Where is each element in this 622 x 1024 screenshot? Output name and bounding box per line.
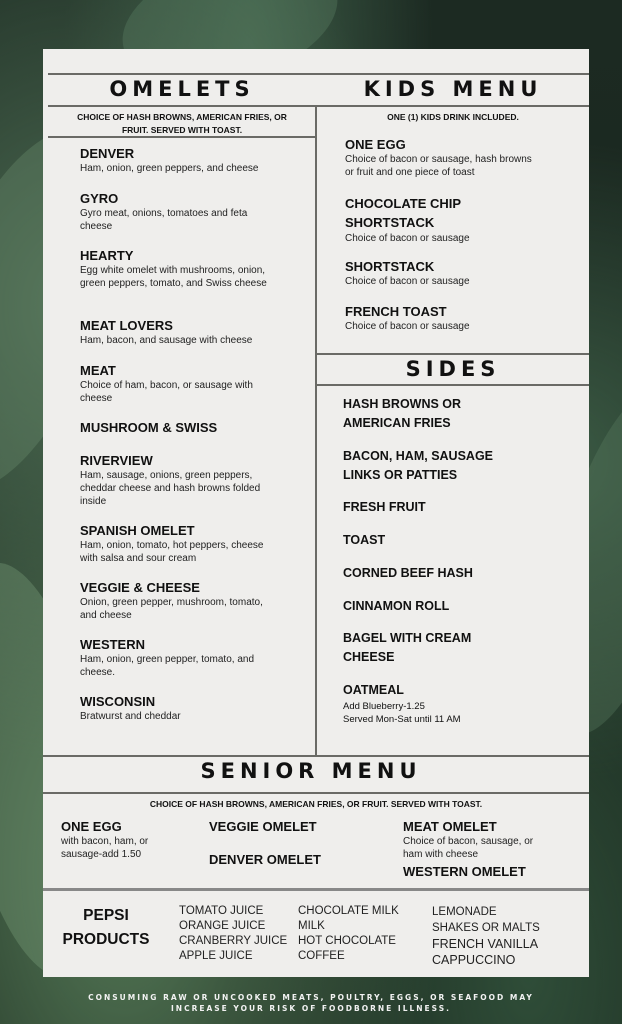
item-name: GYRO	[80, 191, 119, 206]
item-name: FRENCH TOAST	[345, 304, 447, 319]
omelet-item	[80, 580, 280, 622]
senior-menu-title: SENIOR MENU	[200, 759, 422, 783]
beverage-item: CRANBERRY JUICE	[179, 935, 288, 947]
item-desc: with bacon, ham, or sausage-add 1.50	[61, 836, 149, 860]
item-name: HEARTY	[80, 248, 134, 263]
omelets-note-line2: FRUIT. SERVED WITH TOAST.	[121, 125, 243, 135]
senior-menu-note: CHOICE OF HASH BROWNS, AMERICAN FRIES, OR FRUIT. SERVED WITH TOAST.	[149, 799, 483, 809]
item-name: VEGGIE OMELET	[209, 819, 317, 834]
omelet-item	[80, 318, 300, 347]
item-desc: Choice of bacon or sausage	[345, 276, 470, 287]
item-desc: Onion, green pepper, mushroom, tomato, and cheese	[80, 597, 263, 621]
side-item: FRESH FRUIT	[343, 500, 426, 514]
side-item: CORNED BEEF HASH	[343, 566, 473, 580]
item-desc: Served Mon-Sat until 11 AM	[343, 714, 461, 725]
omelet-item	[80, 523, 280, 565]
divider	[48, 73, 589, 75]
item-name: MEAT OMELET	[403, 819, 497, 834]
beverage-item: SHAKES OR MALTS	[432, 922, 540, 934]
side-item: BAGEL WITH CREAM CHEESE	[343, 631, 472, 664]
beverage-item: COFFEE	[298, 950, 345, 962]
item-desc: Egg white omelet with mushrooms, onion, green peppers, tomato, and Swiss cheese	[80, 265, 267, 289]
beverage-column	[432, 904, 540, 968]
item-name: SPANISH OMELET	[80, 523, 195, 538]
divider	[48, 105, 589, 107]
item-name: VEGGIE & CHEESE	[80, 580, 200, 595]
beverage-item: CAPPUCCINO	[432, 953, 516, 967]
divider	[315, 105, 317, 755]
item-name: CHOCOLATE CHIP SHORTSTACK	[345, 196, 461, 230]
item-name: WESTERN	[80, 637, 145, 652]
side-item: HASH BROWNS OR AMERICAN FRIES	[343, 397, 462, 430]
item-desc: Ham, onion, green pepper, tomato, and cheese.	[80, 654, 255, 678]
item-name: OATMEAL	[343, 683, 404, 697]
beverage-item: CHOCOLATE MILK	[298, 905, 399, 917]
side-item: BACON, HAM, SAUSAGE LINKS OR PATTIES	[343, 449, 494, 482]
senior-item	[403, 819, 553, 861]
divider	[316, 384, 589, 386]
divider	[43, 792, 589, 794]
item-name: WESTERN OMELET	[403, 864, 526, 879]
item-name: ONE EGG	[345, 137, 406, 152]
senior-item	[403, 864, 563, 880]
kids-menu-note: ONE (1) KIDS DRINK INCLUDED.	[387, 112, 519, 122]
omelet-item	[80, 146, 300, 175]
beverage-item: HOT CHOCOLATE	[298, 935, 396, 947]
kids-item	[345, 259, 545, 288]
kids-item	[345, 194, 485, 245]
item-name: MEAT LOVERS	[80, 318, 173, 333]
omelet-item	[80, 420, 300, 436]
side-item	[343, 681, 543, 726]
kids-item	[345, 137, 535, 179]
beverage-item: TOMATO JUICE	[179, 905, 264, 917]
kids-menu-title: KIDS MENU	[363, 77, 543, 101]
pepsi-line2: PRODUCTS	[62, 931, 150, 948]
food-safety-disclaimer	[0, 992, 622, 1014]
item-name: MEAT	[80, 363, 116, 378]
beverage-item: APPLE JUICE	[179, 950, 253, 962]
menu-panel	[43, 49, 589, 977]
item-name: SHORTSTACK	[345, 259, 435, 274]
omelet-item	[80, 637, 275, 679]
item-desc: Choice of bacon, sausage, or ham with cheese	[403, 836, 534, 860]
beverage-item: MILK	[298, 920, 325, 932]
item-desc: Ham, onion, green peppers, and cheese	[80, 163, 259, 174]
senior-item	[61, 819, 171, 861]
item-desc: Ham, bacon, and sausage with cheese	[80, 335, 253, 346]
item-desc: Choice of ham, bacon, or sausage with cheese	[80, 380, 253, 404]
beverage-item: LEMONADE	[432, 906, 497, 918]
beverage-item: ORANGE JUICE	[179, 920, 266, 932]
item-name: RIVERVIEW	[80, 453, 153, 468]
omelet-item	[80, 248, 280, 290]
item-desc: Ham, onion, tomato, hot peppers, cheese with salsa and sour cream	[80, 540, 264, 564]
beverage-column	[298, 904, 399, 964]
item-name: DENVER OMELET	[209, 852, 321, 867]
item-desc: Gyro meat, onions, tomatoes and feta cheese	[80, 208, 248, 232]
item-desc: Choice of bacon or sausage	[345, 233, 470, 244]
omelet-item	[80, 694, 280, 723]
divider	[316, 353, 589, 355]
item-desc: Choice of bacon or sausage, hash browns or fruit and one piece of toast	[345, 154, 532, 178]
omelet-item	[80, 363, 275, 405]
omelets-note	[53, 111, 311, 137]
senior-item	[209, 852, 349, 868]
item-desc: Add Blueberry-1.25	[343, 701, 425, 712]
divider	[43, 888, 589, 891]
item-desc: Choice of bacon or sausage	[345, 321, 470, 332]
beverage-item: FRENCH VANILLA	[432, 937, 539, 951]
item-name: WISCONSIN	[80, 694, 156, 709]
omelets-note-line1: CHOICE OF HASH BROWNS, AMERICAN FRIES, OR	[77, 112, 287, 122]
item-name: MUSHROOM & SWISS	[80, 420, 218, 435]
omelet-item	[80, 453, 280, 508]
kids-item	[345, 304, 545, 333]
side-item: CINNAMON ROLL	[343, 599, 450, 613]
item-desc: Ham, sausage, onions, green peppers, cheddar cheese and hash browns folded inside	[80, 470, 261, 507]
omelet-item	[80, 191, 280, 233]
disclaimer-line2: INCREASE YOUR RISK OF FOODBORNE ILLNESS.	[171, 1004, 451, 1013]
omelets-title: OMELETS	[109, 77, 255, 101]
senior-item	[209, 819, 349, 835]
item-desc: Bratwurst and cheddar	[80, 711, 181, 722]
item-name: ONE EGG	[61, 819, 122, 834]
item-name: DENVER	[80, 146, 135, 161]
side-item: TOAST	[343, 533, 386, 547]
pepsi-products-label	[51, 904, 161, 952]
disclaimer-line1: CONSUMING RAW OR UNCOOKED MEATS, POULTRY, EGGS, OR SEAFOOD MAY	[88, 993, 534, 1002]
beverage-column	[179, 904, 287, 964]
divider	[43, 755, 589, 757]
pepsi-line1: PEPSI	[83, 907, 129, 924]
sides-title: SIDES	[405, 357, 501, 381]
